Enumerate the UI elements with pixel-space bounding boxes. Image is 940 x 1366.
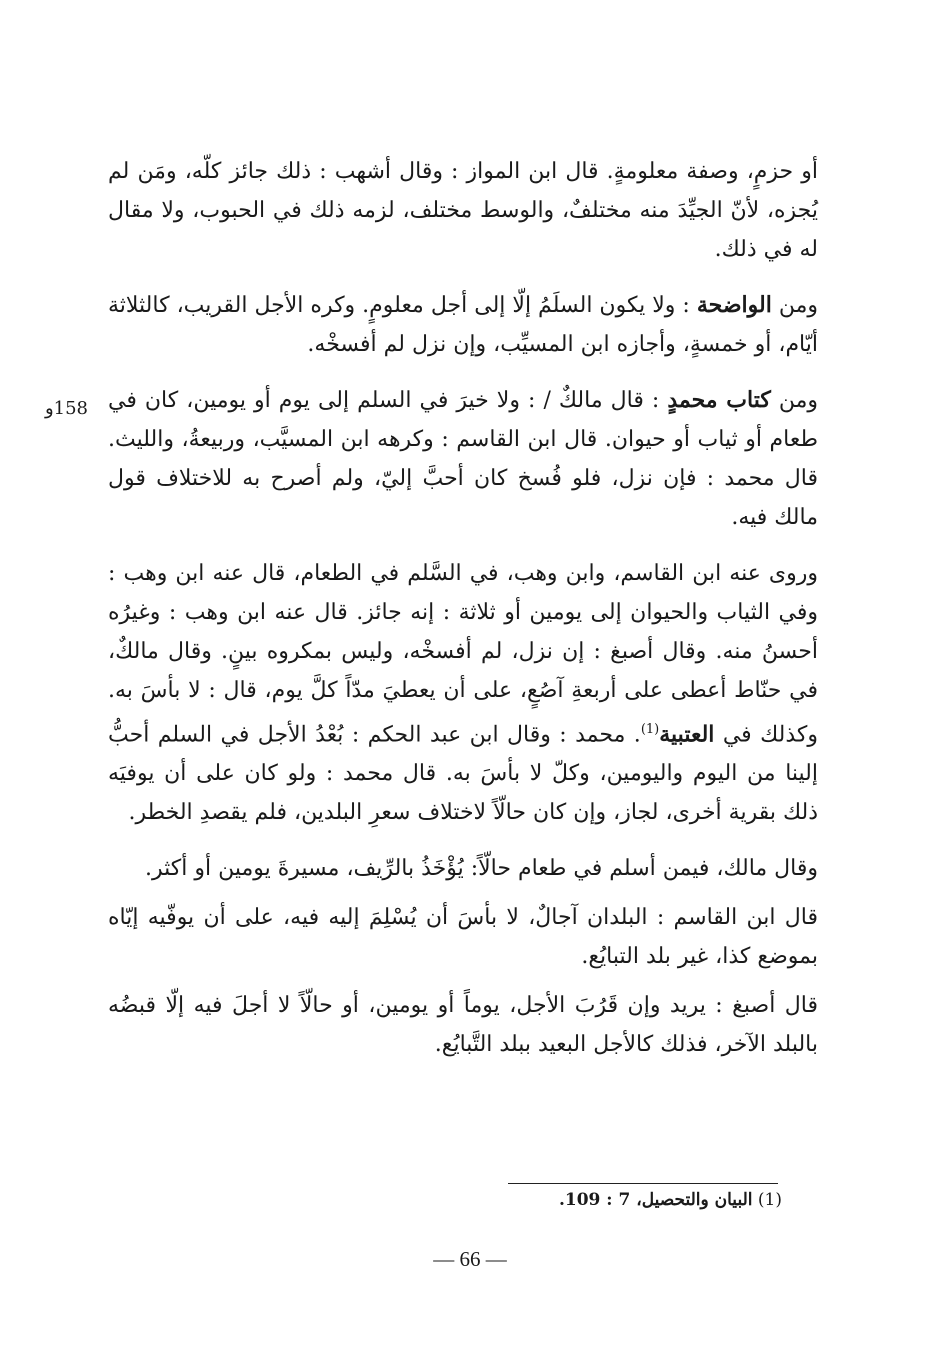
source-title-wadiha: الواضحة bbox=[696, 292, 772, 318]
footnote-marker: (1) bbox=[640, 722, 660, 737]
footnote bbox=[460, 1188, 782, 1212]
paragraph-3: ومن كتاب محمدٍ : قال مالكٌ / : ولا خيرَ في السلم إلى يوم أو يومين، كان في طعام أو ثياب أو حيوان. قال ابن القاسم : وكرهه ابن المسيَّب، وربيعةُ، والليث. قال محمد : فإن نزل، فلو فُسخ كان أحبَّ إليّ، ولم أصرح به للاختلاف قول مالك فيه. bbox=[108, 387, 819, 530]
footnote-number: (1) bbox=[757, 1190, 782, 1210]
paragraph-1: أو حزمٍ، وصفة معلومةٍ. قال ابن المواز : وقال أشهب : ذلك جائز كلّه، ومَن لم يُجزه، لأنّ الجيِّدَ منه مختلفٌ، والوسط مختلف، لزمه ذلك في الحبوب، ولا مقال له في ذلك. bbox=[108, 159, 818, 262]
page-number: — 66 — bbox=[433, 1247, 507, 1271]
source-title-utbiyya: العتبية bbox=[659, 721, 715, 748]
paragraph-4: وروى عنه ابن القاسم، وابن وهب، في السَّلم في الطعام، قال عنه ابن وهب : وفي الثياب والحيوان إلى يومين أو ثلاثة : إنه جائز. قال عنه ابن وهب : وغيرُه أحسنُ منه. وقال أصبغ : إن نزل، لم أفسخْه، وليس بمكروه بينٍ. وقال مالكٌ، في حنّاط أعطى على أربعةِ آصُعٍ، على أن يعطيَ مدّاً كلَّ يوم، قال : لا بأسَ به. وكذلك في العتبية$^{(1)}$. محمد : وقال ابن عبد الحكم : بُعْدُ الأجل في السلم أحبُّ إلينا من اليوم واليومين، وكلّ لا بأسَ به. قال محمد : ولو كان على أن يوفيَه ذلك بقرية أخرى، لجاز، وإن كان حالّاً لاختلاف سعرِ البلدين، فلم يقصدِ الخطر. bbox=[108, 561, 818, 826]
margin-folio-note: 158و bbox=[44, 398, 88, 419]
paragraph-5: وقال مالك، فيمن أسلم في طعام حالّاً: يُؤْخَذُ بالرِّيف، مسيرةَ يومين أو أكثر. bbox=[145, 856, 818, 882]
paragraph-7: قال أصبغ : يريد وإن قَرُبَ الأجل، يوماً أو يومين، أو حالّاً لا أجلَ فيه إلّا قبضُه بالبلد الآخر، فذلك كالأجل البعيد ببلد التَّبايُع. bbox=[108, 993, 818, 1058]
footnote-text: البيان والتحصيل، 7 : 109. bbox=[558, 1190, 753, 1210]
paragraph-6: قال ابن القاسم : البلدان آجالٌ، لا بأسَ أن يُسْلِمَ إليه فيه، على أن يوفّيه إيّاه بموضع كذا، غير بلد التبايُع. bbox=[108, 905, 818, 970]
paragraph-2: ومن الواضحة : ولا يكون السلَمُ إلّا إلى أجل معلومٍ. وكره الأجل القريب، كالثلاثة أيّام، أو خمسةٍ، وأجازه ابن المسيِّب، وإن نزل لم أفسخْه. bbox=[108, 292, 818, 357]
source-title-kitab-muhammad: كتاب محمدٍ bbox=[667, 387, 771, 413]
main-text bbox=[108, 152, 818, 1081]
footnote-divider bbox=[508, 1183, 778, 1184]
